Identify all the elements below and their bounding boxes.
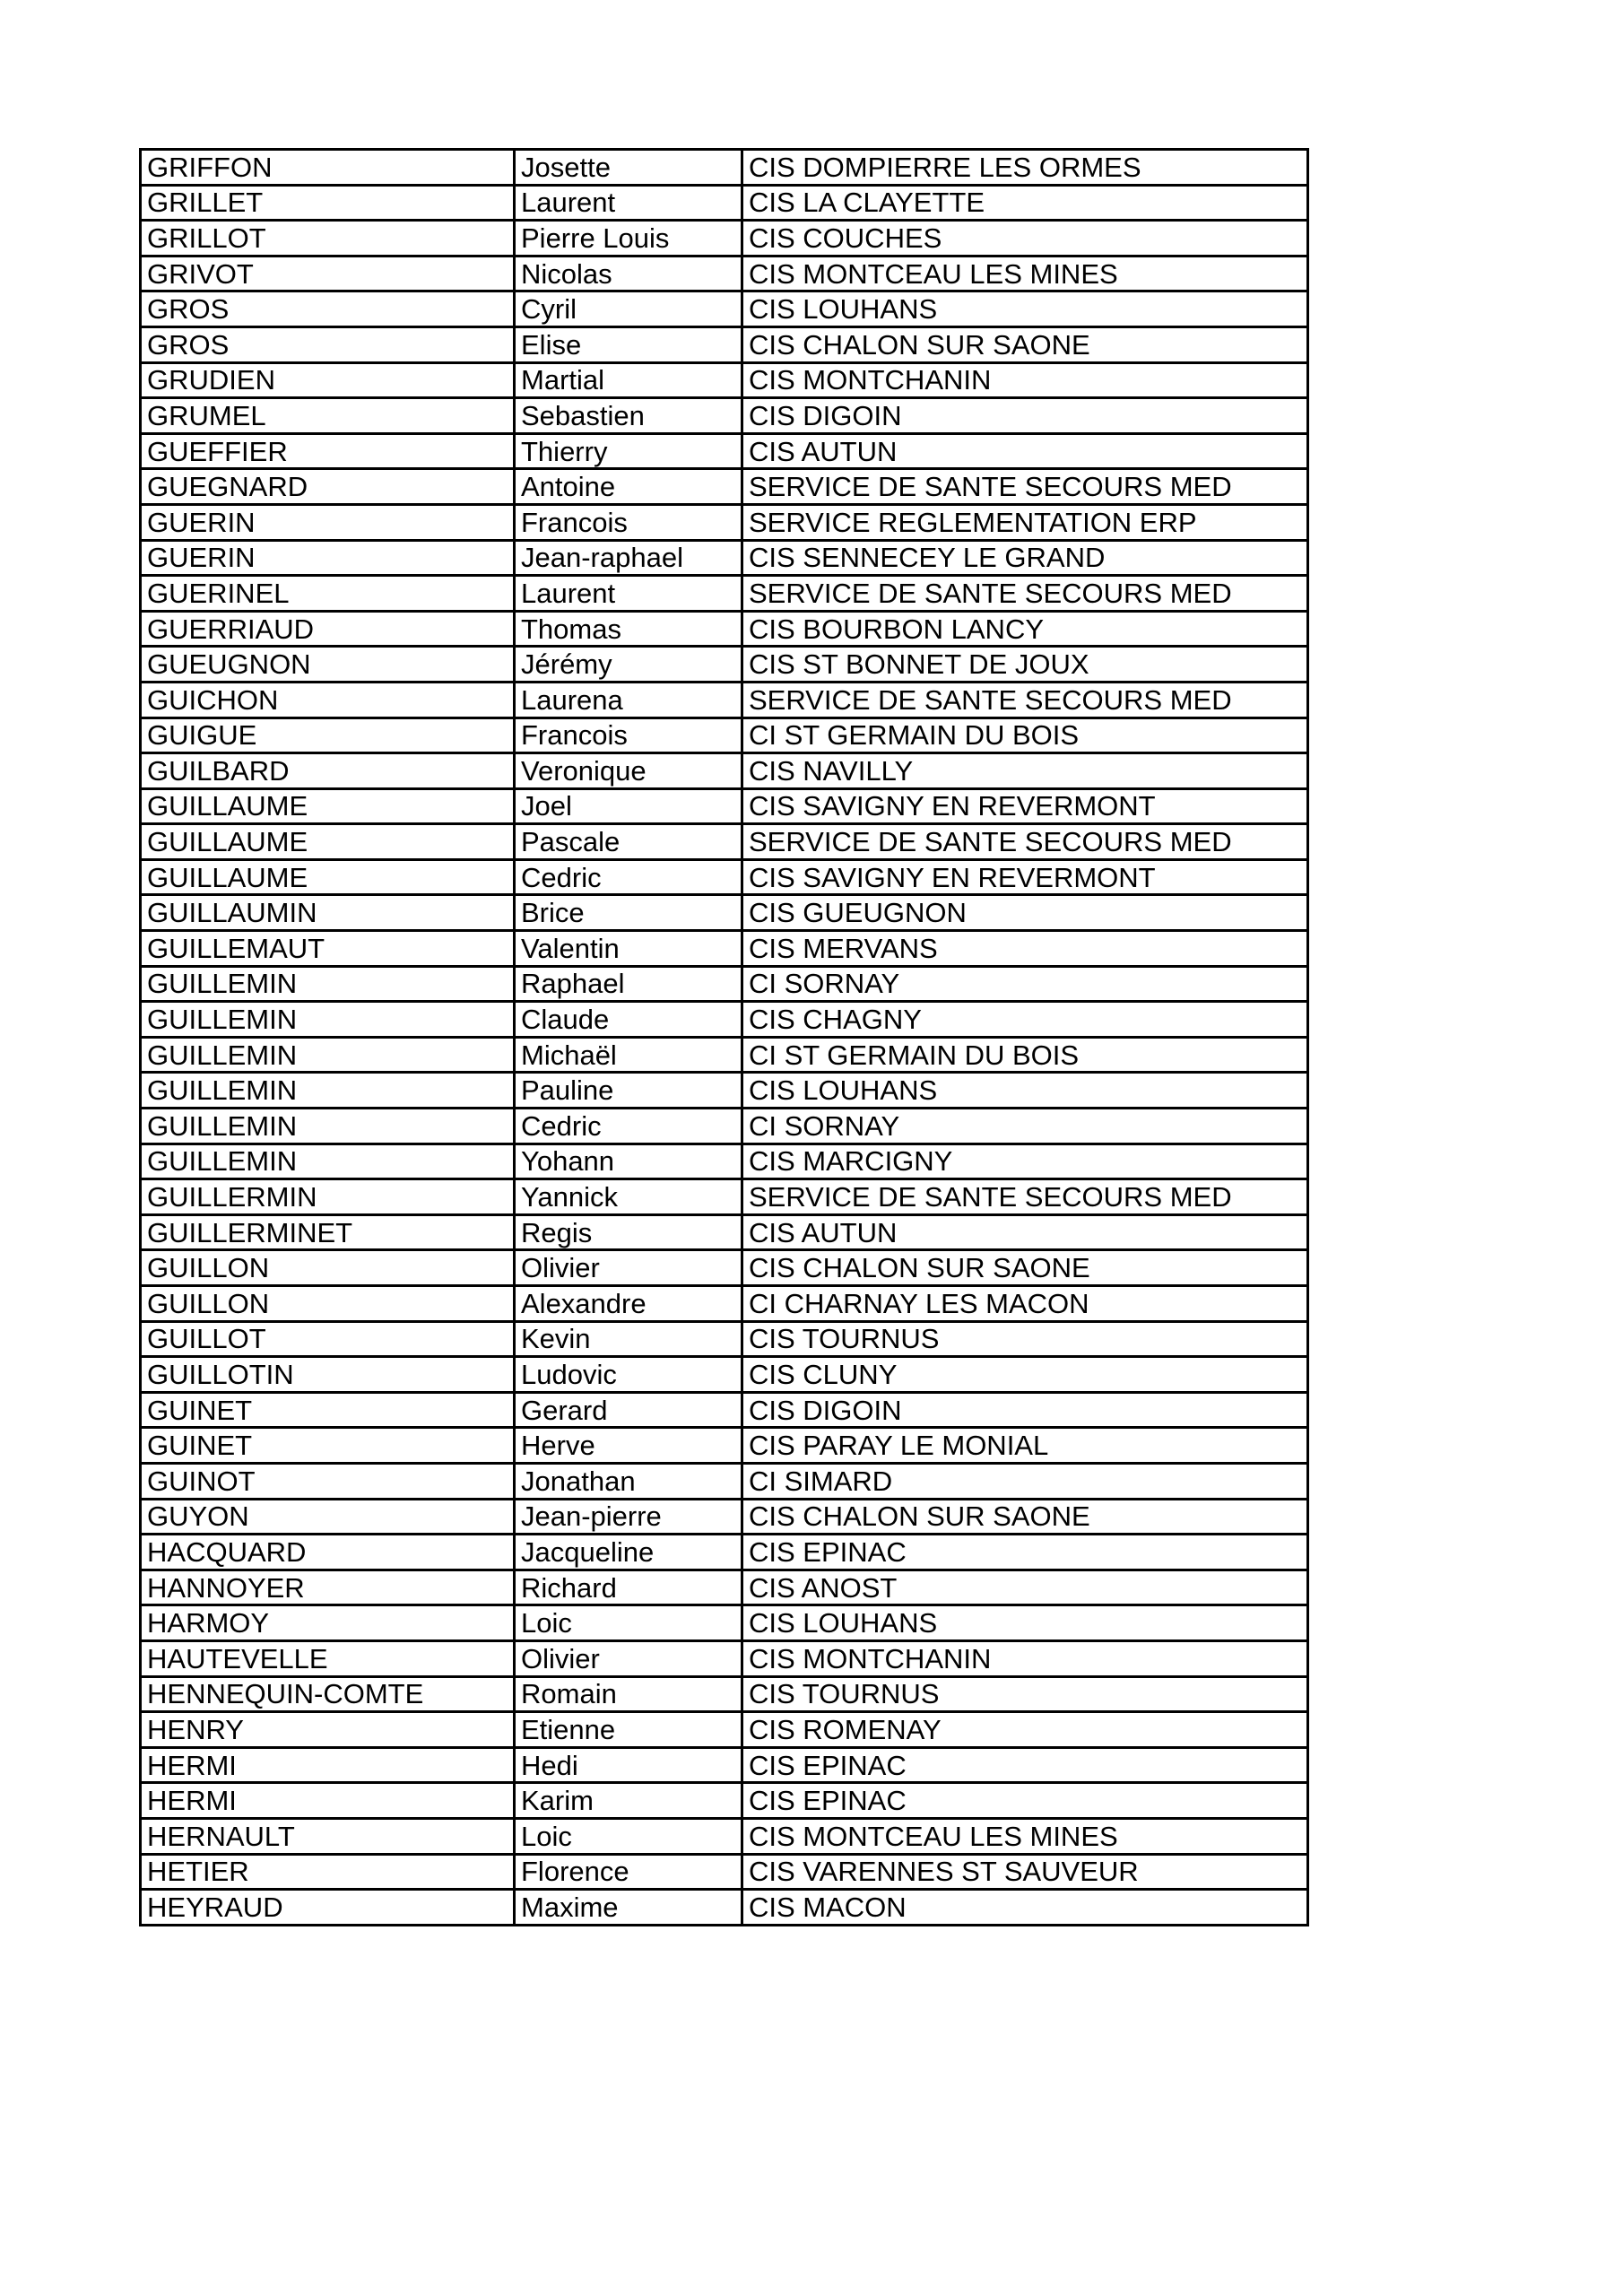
- unit-cell: CIS ST BONNET DE JOUX: [742, 647, 1308, 683]
- last-name-cell: GUEUGNON: [141, 647, 515, 683]
- first-name-cell: Loic: [515, 1605, 742, 1641]
- unit-cell: CIS CLUNY: [742, 1357, 1308, 1393]
- table-row: [141, 1109, 1308, 1144]
- personnel-table: [139, 148, 1309, 1926]
- first-name-cell: Antoine: [515, 469, 742, 505]
- first-name-cell: Jérémy: [515, 647, 742, 683]
- first-name-cell: Michaël: [515, 1037, 742, 1073]
- first-name-cell: Yohann: [515, 1144, 742, 1179]
- first-name-cell: Karim: [515, 1783, 742, 1819]
- last-name-cell: HEYRAUD: [141, 1890, 515, 1926]
- table-row: [141, 1499, 1308, 1535]
- table-row: [141, 824, 1308, 860]
- last-name-cell: GROS: [141, 291, 515, 327]
- table-row: [141, 362, 1308, 398]
- first-name-cell: Cedric: [515, 859, 742, 895]
- first-name-cell: Herve: [515, 1428, 742, 1464]
- table-row: [141, 1214, 1308, 1250]
- unit-cell: CIS LOUHANS: [742, 291, 1308, 327]
- first-name-cell: Hedi: [515, 1747, 742, 1783]
- first-name-cell: Jean-raphael: [515, 540, 742, 576]
- first-name-cell: Sebastien: [515, 398, 742, 434]
- table-row: [141, 1570, 1308, 1605]
- first-name-cell: Romain: [515, 1676, 742, 1712]
- first-name-cell: Jacqueline: [515, 1535, 742, 1570]
- table-row: [141, 1463, 1308, 1499]
- unit-cell: CIS TOURNUS: [742, 1321, 1308, 1357]
- first-name-cell: Francois: [515, 504, 742, 540]
- last-name-cell: GUILLEMIN: [141, 966, 515, 1002]
- unit-cell: CIS ANOST: [742, 1570, 1308, 1605]
- unit-cell: CIS LOUHANS: [742, 1605, 1308, 1641]
- table-row: [141, 256, 1308, 291]
- last-name-cell: GRIFFON: [141, 150, 515, 186]
- table-row: [141, 504, 1308, 540]
- first-name-cell: Pierre Louis: [515, 221, 742, 257]
- last-name-cell: GUILLEMIN: [141, 1073, 515, 1109]
- unit-cell: CI ST GERMAIN DU BOIS: [742, 718, 1308, 753]
- table-row: [141, 398, 1308, 434]
- table-row: [141, 1073, 1308, 1109]
- unit-cell: CIS EPINAC: [742, 1783, 1308, 1819]
- unit-cell: CIS MERVANS: [742, 931, 1308, 967]
- table-row: [141, 966, 1308, 1002]
- last-name-cell: GRIVOT: [141, 256, 515, 291]
- first-name-cell: Pauline: [515, 1073, 742, 1109]
- last-name-cell: GUINOT: [141, 1463, 515, 1499]
- table-row: [141, 291, 1308, 327]
- last-name-cell: GUILLERMIN: [141, 1179, 515, 1215]
- table-row: [141, 895, 1308, 931]
- last-name-cell: HERNAULT: [141, 1818, 515, 1854]
- unit-cell: CIS GUEUGNON: [742, 895, 1308, 931]
- table-row: [141, 647, 1308, 683]
- last-name-cell: GRILLET: [141, 185, 515, 221]
- unit-cell: CIS ROMENAY: [742, 1712, 1308, 1748]
- table-row: [141, 326, 1308, 362]
- unit-cell: CIS LA CLAYETTE: [742, 185, 1308, 221]
- table-row: [141, 1144, 1308, 1179]
- personnel-table-body: [141, 150, 1308, 1926]
- last-name-cell: GUILLEMIN: [141, 1109, 515, 1144]
- last-name-cell: GUILLON: [141, 1286, 515, 1322]
- table-row: [141, 576, 1308, 612]
- table-row: [141, 540, 1308, 576]
- table-row: [141, 1392, 1308, 1428]
- first-name-cell: Joel: [515, 788, 742, 824]
- unit-cell: CIS PARAY LE MONIAL: [742, 1428, 1308, 1464]
- table-row: [141, 1890, 1308, 1926]
- first-name-cell: Thierry: [515, 433, 742, 469]
- last-name-cell: HENRY: [141, 1712, 515, 1748]
- unit-cell: CIS DIGOIN: [742, 1392, 1308, 1428]
- last-name-cell: GUERIN: [141, 504, 515, 540]
- first-name-cell: Florence: [515, 1854, 742, 1890]
- unit-cell: CIS SENNECEY LE GRAND: [742, 540, 1308, 576]
- table-row: [141, 1002, 1308, 1038]
- last-name-cell: HAUTEVELLE: [141, 1640, 515, 1676]
- table-row: [141, 221, 1308, 257]
- first-name-cell: Ludovic: [515, 1357, 742, 1393]
- first-name-cell: Josette: [515, 150, 742, 186]
- unit-cell: SERVICE DE SANTE SECOURS MED: [742, 1179, 1308, 1215]
- table-row: [141, 150, 1308, 186]
- table-row: [141, 1179, 1308, 1215]
- first-name-cell: Thomas: [515, 611, 742, 647]
- unit-cell: SERVICE DE SANTE SECOURS MED: [742, 469, 1308, 505]
- unit-cell: CIS VARENNES ST SAUVEUR: [742, 1854, 1308, 1890]
- unit-cell: CIS EPINAC: [742, 1747, 1308, 1783]
- unit-cell: CIS TOURNUS: [742, 1676, 1308, 1712]
- first-name-cell: Yannick: [515, 1179, 742, 1215]
- last-name-cell: HETIER: [141, 1854, 515, 1890]
- last-name-cell: GUERIN: [141, 540, 515, 576]
- first-name-cell: Olivier: [515, 1640, 742, 1676]
- unit-cell: CIS AUTUN: [742, 433, 1308, 469]
- unit-cell: CIS MONTCEAU LES MINES: [742, 256, 1308, 291]
- last-name-cell: HENNEQUIN-COMTE: [141, 1676, 515, 1712]
- table-row: [141, 1250, 1308, 1286]
- unit-cell: CIS EPINAC: [742, 1535, 1308, 1570]
- unit-cell: CI ST GERMAIN DU BOIS: [742, 1037, 1308, 1073]
- last-name-cell: GUILLOT: [141, 1321, 515, 1357]
- first-name-cell: Valentin: [515, 931, 742, 967]
- table-row: [141, 788, 1308, 824]
- table-row: [141, 682, 1308, 718]
- table-row: [141, 1428, 1308, 1464]
- unit-cell: CI SORNAY: [742, 966, 1308, 1002]
- table-row: [141, 1321, 1308, 1357]
- last-name-cell: GUIGUE: [141, 718, 515, 753]
- unit-cell: CIS NAVILLY: [742, 753, 1308, 789]
- unit-cell: CIS SAVIGNY EN REVERMONT: [742, 788, 1308, 824]
- last-name-cell: GUICHON: [141, 682, 515, 718]
- last-name-cell: GUEFFIER: [141, 433, 515, 469]
- table-row: [141, 1712, 1308, 1748]
- last-name-cell: GUILLAUMIN: [141, 895, 515, 931]
- last-name-cell: GUILBARD: [141, 753, 515, 789]
- first-name-cell: Pascale: [515, 824, 742, 860]
- last-name-cell: HERMI: [141, 1747, 515, 1783]
- last-name-cell: HARMOY: [141, 1605, 515, 1641]
- last-name-cell: HERMI: [141, 1783, 515, 1819]
- last-name-cell: GRUMEL: [141, 398, 515, 434]
- last-name-cell: GUILLEMIN: [141, 1002, 515, 1038]
- last-name-cell: GUILLEMAUT: [141, 931, 515, 967]
- table-row: [141, 753, 1308, 789]
- first-name-cell: Regis: [515, 1214, 742, 1250]
- last-name-cell: GUILLON: [141, 1250, 515, 1286]
- first-name-cell: Elise: [515, 326, 742, 362]
- unit-cell: CI CHARNAY LES MACON: [742, 1286, 1308, 1322]
- table-row: [141, 1783, 1308, 1819]
- table-row: [141, 185, 1308, 221]
- table-row: [141, 718, 1308, 753]
- table-row: [141, 1357, 1308, 1393]
- last-name-cell: GUILLAUME: [141, 859, 515, 895]
- first-name-cell: Maxime: [515, 1890, 742, 1926]
- table-row: [141, 1037, 1308, 1073]
- last-name-cell: GUINET: [141, 1392, 515, 1428]
- unit-cell: CIS BOURBON LANCY: [742, 611, 1308, 647]
- table-row: [141, 1747, 1308, 1783]
- last-name-cell: GUILLAUME: [141, 824, 515, 860]
- unit-cell: CIS COUCHES: [742, 221, 1308, 257]
- table-row: [141, 433, 1308, 469]
- first-name-cell: Olivier: [515, 1250, 742, 1286]
- first-name-cell: Etienne: [515, 1712, 742, 1748]
- unit-cell: CIS DOMPIERRE LES ORMES: [742, 150, 1308, 186]
- unit-cell: CI SORNAY: [742, 1109, 1308, 1144]
- unit-cell: CIS MARCIGNY: [742, 1144, 1308, 1179]
- first-name-cell: Kevin: [515, 1321, 742, 1357]
- unit-cell: SERVICE REGLEMENTATION ERP: [742, 504, 1308, 540]
- first-name-cell: Raphael: [515, 966, 742, 1002]
- first-name-cell: Francois: [515, 718, 742, 753]
- table-row: [141, 1640, 1308, 1676]
- last-name-cell: GUILLEMIN: [141, 1144, 515, 1179]
- last-name-cell: GUILLERMINET: [141, 1214, 515, 1250]
- unit-cell: SERVICE DE SANTE SECOURS MED: [742, 682, 1308, 718]
- first-name-cell: Loic: [515, 1818, 742, 1854]
- last-name-cell: GROS: [141, 326, 515, 362]
- table-row: [141, 931, 1308, 967]
- unit-cell: CIS CHALON SUR SAONE: [742, 1250, 1308, 1286]
- unit-cell: CIS MONTCEAU LES MINES: [742, 1818, 1308, 1854]
- last-name-cell: GRUDIEN: [141, 362, 515, 398]
- unit-cell: CIS AUTUN: [742, 1214, 1308, 1250]
- last-name-cell: HANNOYER: [141, 1570, 515, 1605]
- first-name-cell: Laurent: [515, 185, 742, 221]
- unit-cell: CIS MONTCHANIN: [742, 1640, 1308, 1676]
- unit-cell: SERVICE DE SANTE SECOURS MED: [742, 824, 1308, 860]
- first-name-cell: Gerard: [515, 1392, 742, 1428]
- first-name-cell: Cedric: [515, 1109, 742, 1144]
- last-name-cell: GUINET: [141, 1428, 515, 1464]
- last-name-cell: GUILLAUME: [141, 788, 515, 824]
- last-name-cell: GUILLEMIN: [141, 1037, 515, 1073]
- table-row: [141, 1605, 1308, 1641]
- unit-cell: CIS CHAGNY: [742, 1002, 1308, 1038]
- unit-cell: CIS LOUHANS: [742, 1073, 1308, 1109]
- unit-cell: CIS MACON: [742, 1890, 1308, 1926]
- first-name-cell: Richard: [515, 1570, 742, 1605]
- first-name-cell: Jean-pierre: [515, 1499, 742, 1535]
- table-row: [141, 1535, 1308, 1570]
- table-row: [141, 1286, 1308, 1322]
- first-name-cell: Nicolas: [515, 256, 742, 291]
- first-name-cell: Jonathan: [515, 1463, 742, 1499]
- first-name-cell: Alexandre: [515, 1286, 742, 1322]
- last-name-cell: GUERRIAUD: [141, 611, 515, 647]
- table-row: [141, 469, 1308, 505]
- unit-cell: CIS DIGOIN: [742, 398, 1308, 434]
- last-name-cell: GUYON: [141, 1499, 515, 1535]
- first-name-cell: Claude: [515, 1002, 742, 1038]
- table-row: [141, 1676, 1308, 1712]
- last-name-cell: GUILLOTIN: [141, 1357, 515, 1393]
- unit-cell: SERVICE DE SANTE SECOURS MED: [742, 576, 1308, 612]
- unit-cell: CIS CHALON SUR SAONE: [742, 1499, 1308, 1535]
- table-row: [141, 1818, 1308, 1854]
- last-name-cell: GUEGNARD: [141, 469, 515, 505]
- table-row: [141, 859, 1308, 895]
- unit-cell: CIS CHALON SUR SAONE: [742, 326, 1308, 362]
- table-row: [141, 1854, 1308, 1890]
- first-name-cell: Veronique: [515, 753, 742, 789]
- first-name-cell: Brice: [515, 895, 742, 931]
- last-name-cell: GUERINEL: [141, 576, 515, 612]
- table-row: [141, 611, 1308, 647]
- first-name-cell: Laurent: [515, 576, 742, 612]
- unit-cell: CI SIMARD: [742, 1463, 1308, 1499]
- first-name-cell: Martial: [515, 362, 742, 398]
- unit-cell: CIS SAVIGNY EN REVERMONT: [742, 859, 1308, 895]
- last-name-cell: GRILLOT: [141, 221, 515, 257]
- first-name-cell: Cyril: [515, 291, 742, 327]
- unit-cell: CIS MONTCHANIN: [742, 362, 1308, 398]
- first-name-cell: Laurena: [515, 682, 742, 718]
- last-name-cell: HACQUARD: [141, 1535, 515, 1570]
